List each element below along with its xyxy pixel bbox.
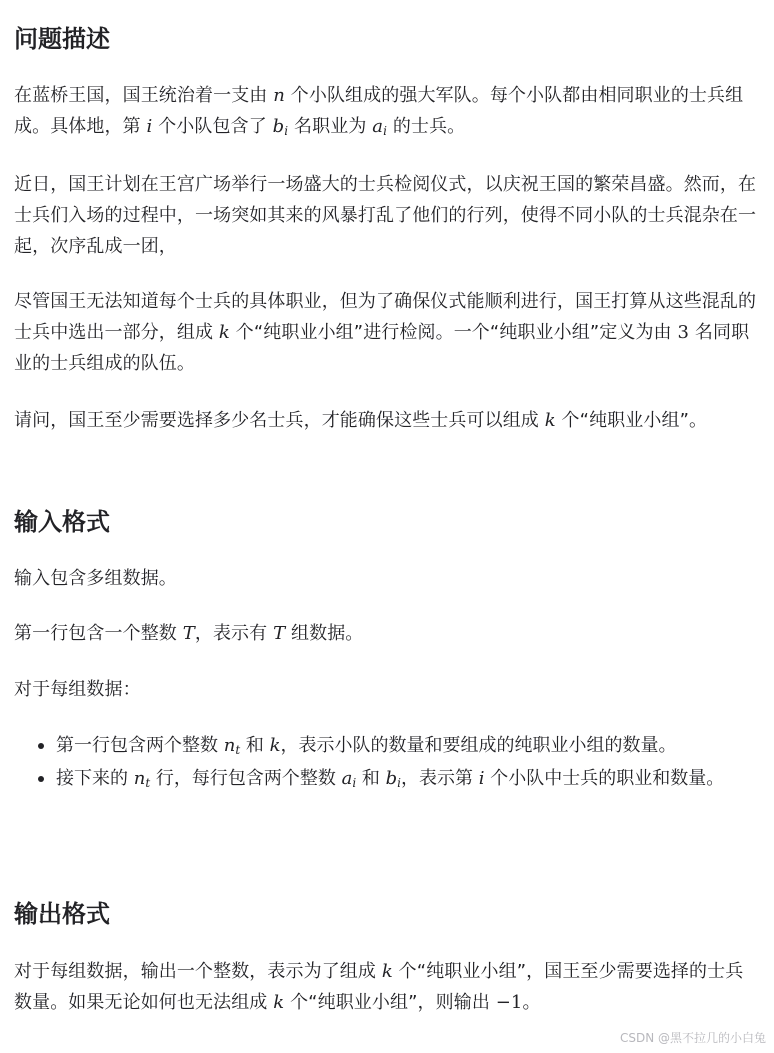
output-paragraph-1: 对于每组数据，输出一个整数，表示为了组成 k 个“纯职业小组”，国王至少需要选择的士兵数量。如果无论如何也无法组成 k 个“纯职业小组”，则输出 −1。 — [14, 961, 744, 1013]
list-item: 接下来的 $n_t$ 行，每行包含两个整数 $a_i$ 和 $b_i$，表示第 i 个小队中士兵的职业和数量。 — [56, 763, 759, 794]
problem-description-heading: 问题描述 — [14, 25, 110, 53]
problem-paragraph-3: 尽管国王无法知道每个士兵的具体职业，但为了确保仪式能顺利进行，国王打算从这些混乱的士兵中选出一部分，组成 k 个“纯职业小组”进行检阅。一个“纯职业小组”定义为由 3 名同职业的士兵组成的队伍。 — [14, 291, 757, 374]
problem-paragraph-4: 请问，国王至少需要选择多少名士兵，才能确保这些士兵可以组成 k 个“纯职业小组”。 — [14, 410, 708, 431]
problem-paragraph-1: 在蓝桥王国，国王统治着一支由 n 个小队组成的强大军队。每个小队都由相同职业的士兵组成。具体地，第 i 个小队包含了 $b_i$ 名职业为 $a_i$ 的士兵。 — [14, 85, 744, 138]
input-paragraph-3: 对于每组数据： — [14, 679, 141, 700]
csdn-watermark: CSDN @黑不拉几的小白兔 — [619, 1031, 766, 1045]
input-paragraph-2: 第一行包含一个整数 T，表示有 T 组数据。 — [14, 623, 364, 644]
list-item: 第一行包含两个整数 $n_t$ 和 k，表示小队的数量和要组成的纯职业小组的数量。 — [56, 730, 759, 761]
input-format-heading: 输入格式 — [14, 508, 110, 536]
input-format-list — [14, 730, 759, 796]
output-format-heading: 输出格式 — [14, 900, 110, 928]
problem-paragraph-2: 近日，国王计划在王宫广场举行一场盛大的士兵检阅仪式，以庆祝王国的繁荣昌盛。然而，在士兵们入场的过程中，一场突如其来的风暴打乱了他们的行列，使得不同小队的士兵混杂在一起，次序乱成一团， — [14, 174, 757, 257]
input-paragraph-1: 输入包含多组数据。 — [14, 568, 177, 589]
